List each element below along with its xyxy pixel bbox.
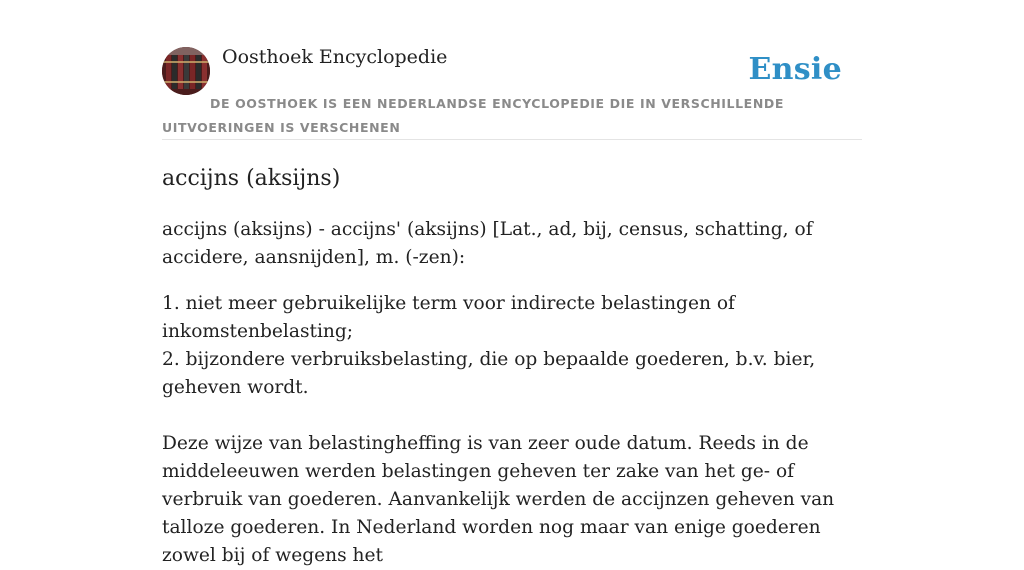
entry-meanings	[162, 290, 862, 402]
brand-logo[interactable]: Ensie	[748, 52, 842, 87]
entry-body: Deze wijze van belastingheffing is van zeer oude datum. Reeds in de middeleeuwen werden belastingen geheven ter zake van het ge- of verbruik van goederen. Aanvankelijk werden de accijnzen geheven van talloze goederen. In Nederland worden nog maar van enige goederen zowel bij of wegens het	[162, 433, 835, 566]
meaning-1: 1. niet meer gebruikelijke term voor indirecte belastingen of inkomstenbelasting;	[162, 293, 735, 342]
site-header	[162, 0, 862, 140]
meaning-2: 2. bijzondere verbruiksbelasting, die op bepaalde goederen, b.v. bier, geheven wordt.	[162, 349, 816, 398]
site-title[interactable]: Oosthoek Encyclopedie	[222, 46, 448, 68]
book-spines-icon	[162, 47, 210, 95]
entry-definition: accijns (aksijns) - accijns' (aksijns) [Lat., ad, bij, census, schatting, of accidere, aansnijden], m. (-zen):	[162, 219, 813, 268]
header-divider	[162, 139, 862, 140]
site-avatar[interactable]	[162, 47, 210, 95]
entry-title: accijns (aksijns)	[162, 166, 341, 191]
page-container	[162, 0, 862, 570]
entry-content	[162, 216, 862, 570]
site-tagline: DE OOSTHOEK IS EEN NEDERLANDSE ENCYCLOPEDIE DIE IN VERSCHILLENDE UITVOERINGEN IS VERSCHENEN	[162, 96, 784, 135]
